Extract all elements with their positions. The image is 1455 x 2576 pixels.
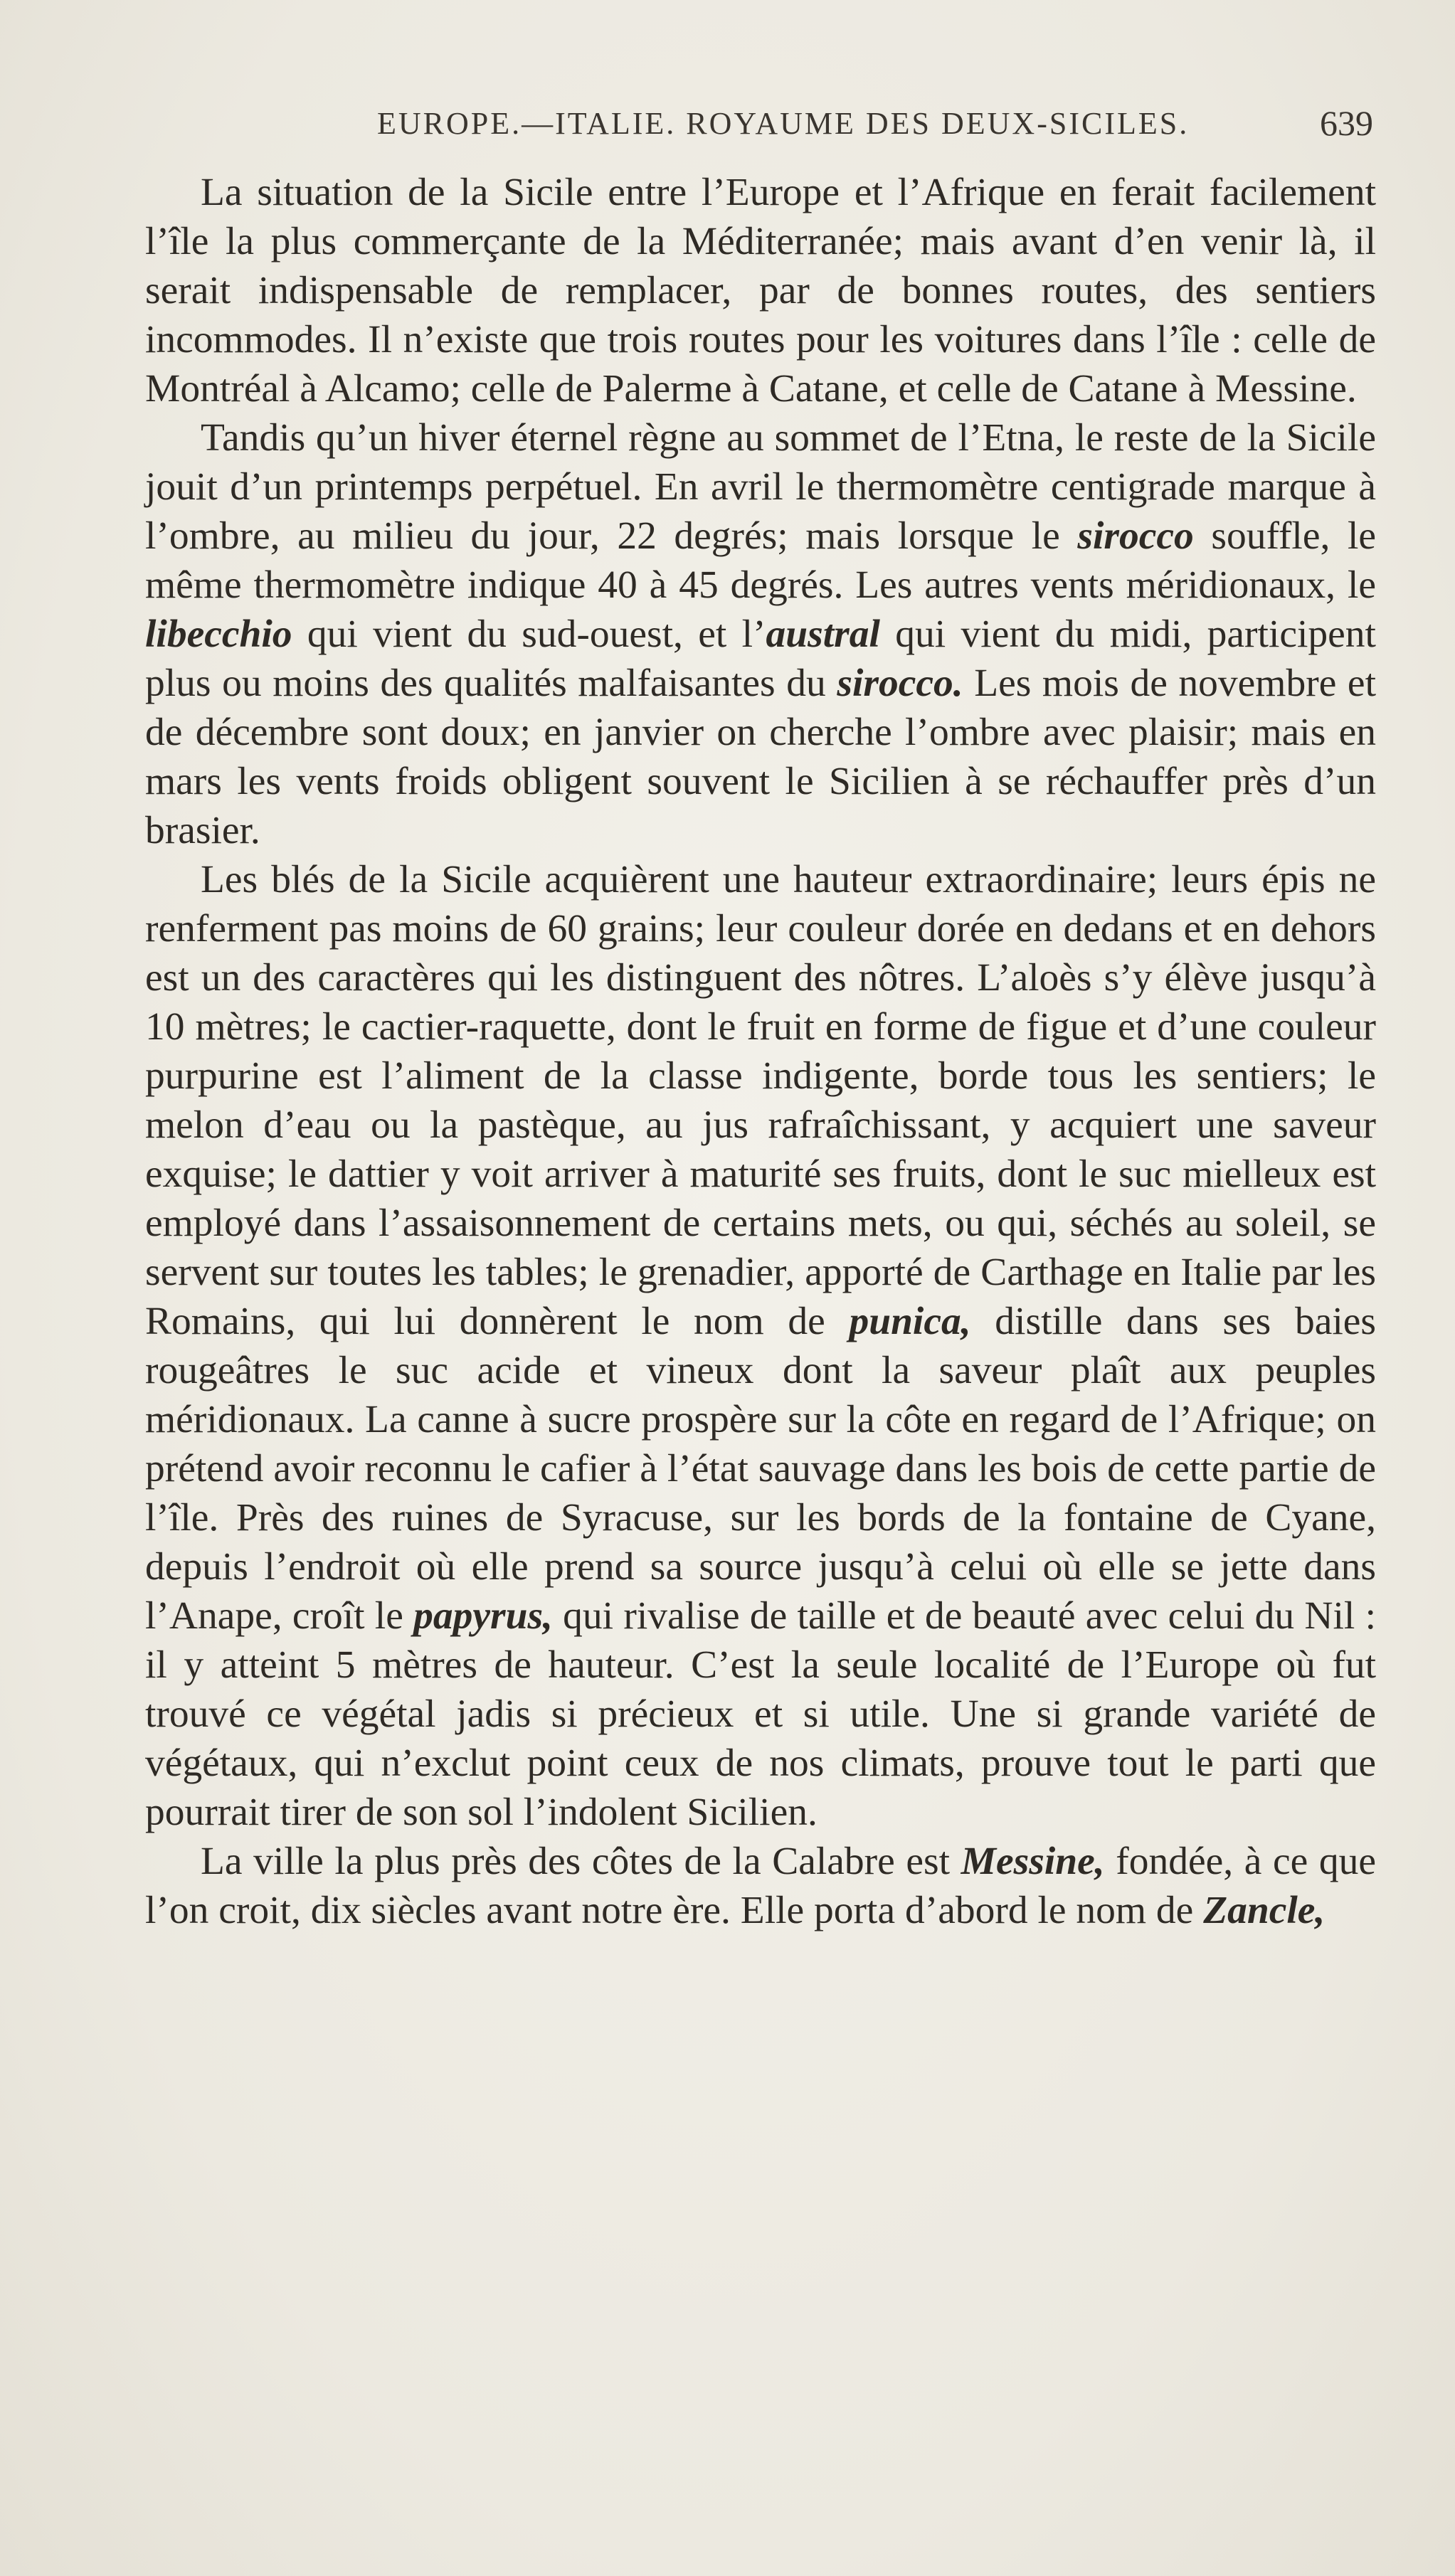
italic-term: papyrus, [413,1594,553,1638]
italic-term: Zancle, [1203,1889,1326,1932]
italic-term: austral [766,613,880,656]
text-run: Les blés de la Sicile acquièrent une hauteur extraordinaire; leurs épis ne renferment pas moins de 60 grains; leur couleur dorée en dedans et en dehors est un des caractères qui les distinguent des nôtres. L’aloès s’y élève jusqu’à 10 mètres; le cactier-raquette, dont le fruit en forme de figue et d’une couleur purpurine est l’aliment de la classe indigente, borde tous les sentiers; le melon d’eau ou la pastèque, au jus rafraîchissant, y acquiert une saveur exquise; le dattier y voit arriver à maturité ses fruits, dont le suc mielleux est employé dans l’assaisonnement de certains mets, ou qui, séchés au soleil, se servent sur toutes les tables; le grenadier, apporté de Carthage en Italie par les Romains, qui lui donnèrent le nom de [145,858,1376,1343]
text-run: distille dans ses baies rougeâtres le suc acide et vineux dont la saveur plaît aux peuples méridionaux. La canne à sucre prospère sur la côte en regard de l’Afrique; on prétend avoir reconnu le cafier à l’état sauvage dans les bois de cette partie de l’île. Près des ruines de Syracuse, sur les bords de la fontaine de Cyane, depuis l’endroit où elle prend sa source jusqu’à celui où elle se jette dans l’Anape, croît le [145,1300,1376,1638]
paragraph [145,168,1376,413]
text-run: La situation de la Sicile entre l’Europe et l’Afrique en ferait facilement l’île la plus commerçante de la Méditerranée; mais avant d’en venir là, il serait indispensable de remplacer, par de bonnes routes, des sentiers incommodes. Il n’existe que trois routes pour les voitures dans l’île : celle de Montréal à Alcamo; celle de Palerme à Catane, et celle de Catane à Messine. [145,171,1376,410]
text-run: qui rivalise de taille et de beauté avec celui du Nil : il y atteint 5 mètres de hauteur. C’est la seule localité de l’Europe où fut trouvé ce végétal jadis si précieux et si utile. Une si grande variété de végétaux, qui n’exclut point ceux de nos climats, prouve tout le parti que pourrait tirer de son sol l’indolent Sicilien. [145,1594,1376,1834]
italic-term: Messine, [961,1840,1105,1883]
paragraph [145,1837,1376,1935]
text-run: Tandis qu’un hiver éternel règne au sommet de l’Etna, le reste de la Sicile jouit d’un printemps perpétuel. En avril le thermomètre centigrade marque à l’ombre, au milieu du jour, 22 degrés; mais lorsque le [145,416,1376,558]
text-run: La ville la plus près des côtes de la Calabre est [201,1840,961,1883]
page-number: 639 [1320,103,1373,143]
body-text [145,168,1376,1935]
italic-term: sirocco. [837,662,963,705]
text-run: souffle, le même thermomètre indique 40 à 45 degrés. Les autres vents méridionaux, le [145,514,1376,607]
italic-term: punica, [849,1300,971,1343]
text-run: qui vient du sud-ouest, et l’ [292,613,766,656]
running-title: EUROPE.—ITALIE. ROYAUME DES DEUX-SICILES. [377,106,1190,141]
text-run: fondée, à ce que l’on croit, dix siècles avant notre ère. Elle porta d’abord le nom de [145,1840,1376,1932]
italic-term: libecchio [145,613,292,656]
text-run: qui vient du midi, participent plus ou moins des qualités malfaisantes du [145,613,1376,705]
text-run: Les mois de novembre et de décembre sont doux; en janvier on cherche l’ombre avec plaisir; mais en mars les vents froids obligent souvent le Sicilien à se réchauffer près d’un brasier. [145,662,1376,852]
paragraph [145,413,1376,855]
italic-term: sirocco [1077,514,1194,558]
paragraph [145,855,1376,1837]
page-header [142,105,1373,155]
